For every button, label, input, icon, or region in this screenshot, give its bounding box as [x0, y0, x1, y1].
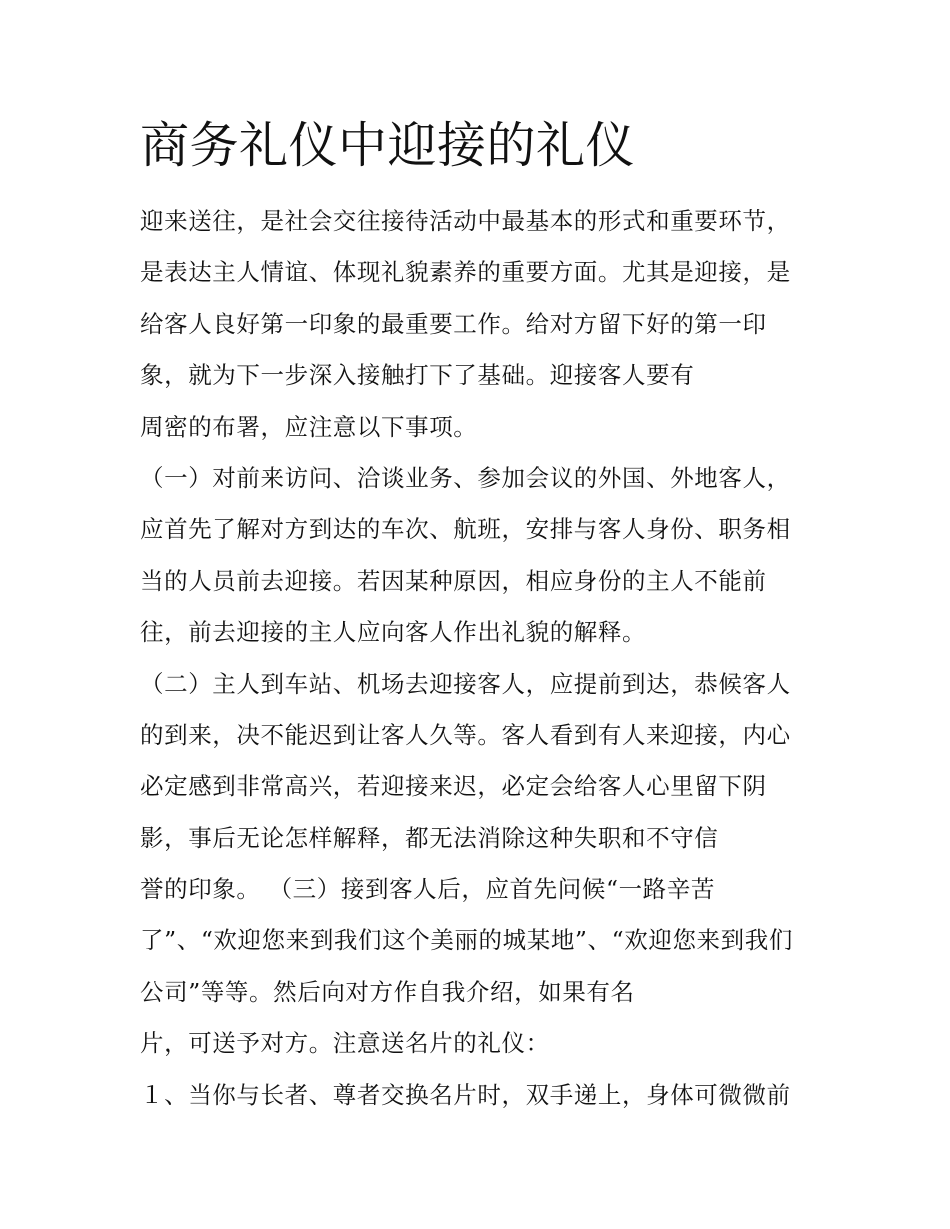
text-line: 必定感到非常高兴，若迎接来迟，必定会给客人心里留下阴: [140, 772, 767, 801]
text-line: 公司”等等。然后向对方作自我介绍，如果有名: [140, 977, 635, 1006]
text-line: 象，就为下一步深入接触打下了基础。迎接客人要有: [140, 361, 695, 390]
text-line: 迎来送往，是社会交往接待活动中最基本的形式和重要环节，: [140, 207, 791, 235]
text-line: 誉的印象。 （三）接到客人后，应首先问候“一路辛苦: [140, 875, 715, 904]
text-line: 片，可送予对方。注意送名片的礼仪：: [140, 1029, 550, 1058]
body-text: [140, 201, 820, 1126]
text-line: 应首先了解对方到达的车次、航班，安排与客人身份、职务相: [140, 515, 791, 544]
text-line: 了”、“欢迎您来到我们这个美丽的城某地”、“欢迎您来到我们: [140, 926, 793, 955]
text-line: （一）对前来访问、洽谈业务、参加会议的外国、外地客人，: [140, 463, 791, 492]
text-line: 往，前去迎接的主人应向客人作出礼貌的解释。: [140, 618, 647, 647]
text-line: １、当你与长者、尊者交换名片时，双手递上，身体可微微前: [140, 1080, 791, 1109]
text-line: 的到来，决不能迟到让客人久等。客人看到有人来迎接，内心: [140, 720, 791, 749]
text-line: 是表达主人情谊、体现礼貌素养的重要方面。尤其是迎接，是: [140, 258, 791, 287]
text-line: 当的人员前去迎接。若因某种原因，相应身份的主人不能前: [140, 566, 767, 595]
text-line: 影，事后无论怎样解释，都无法消除这种失职和不守信: [140, 823, 719, 852]
page-title: 商务礼仪中迎接的礼仪: [140, 117, 636, 174]
text-line: （二）主人到车站、机场去迎接客人，应提前到达，恭候客人: [140, 669, 791, 698]
text-line: 给客人良好第一印象的最重要工作。给对方留下好的第一印: [140, 309, 767, 338]
text-line: 周密的布署，应注意以下事项。: [140, 412, 478, 441]
